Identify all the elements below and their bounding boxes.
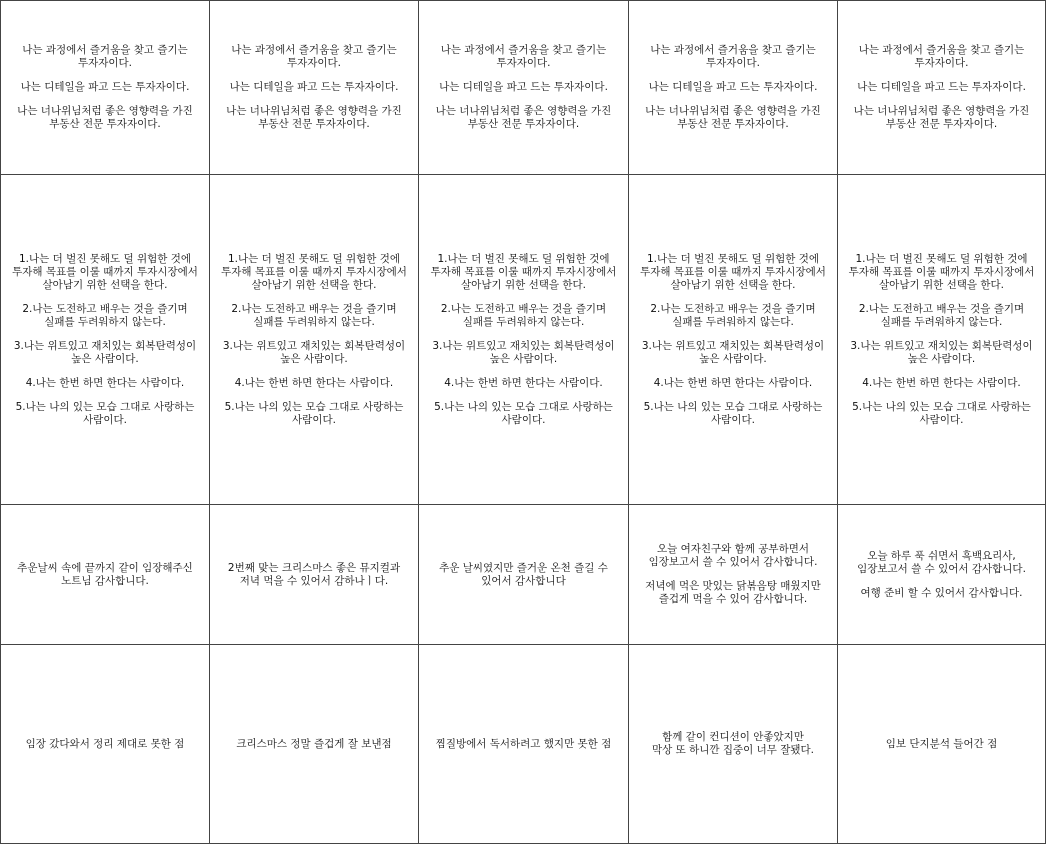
cell-paragraph: 3.나는 위트있고 재치있는 회복탄력성이 높은 사람이다. [850, 339, 1033, 365]
cell-paragraph: 3.나는 위트있고 재치있는 회복탄력성이 높은 사람이다. [222, 339, 406, 365]
grid-body [1, 1, 1046, 844]
cell-content [841, 550, 1042, 600]
cell-paragraph: 나는 디테일을 파고 드는 투자자이다. [439, 81, 608, 93]
table-cell [419, 645, 629, 844]
cell-content [841, 253, 1042, 427]
cell-paragraph: 1.나는 더 벌진 못해도 덜 위험한 것에 투자해 목표를 이룰 때까지 투자시장에서 살아남기 위한 선택을 한다. [12, 252, 198, 291]
table-cell [629, 175, 838, 505]
cell-paragraph: 2번째 맞는 크리스마스 좋은 뮤지컬과 저녁 먹을 수 있어서 감하나ㅣ다. [227, 561, 401, 587]
cell-content [632, 44, 834, 131]
cell-paragraph: 5.나는 나의 있는 모습 그대로 사랑하는 사람이다. [224, 400, 404, 426]
cell-paragraph: 나는 디테일을 파고 드는 투자자이다. [648, 81, 818, 93]
table-cell [419, 1, 629, 175]
gratitude-row [1, 505, 1046, 645]
table-cell [210, 175, 419, 505]
cell-paragraph: 5.나는 나의 있는 모습 그대로 사랑하는 사람이다. [434, 400, 613, 426]
cell-paragraph: 나는 너나위님처럼 좋은 영향력을 가진 부동산 전문 투자자이다. [645, 105, 821, 130]
cell-paragraph: 나는 디테일을 파고 드는 투자자이다. [20, 81, 190, 93]
cell-paragraph: 2.나는 도전하고 배우는 것을 즐기며 실패를 두려워하지 않는다. [858, 302, 1025, 328]
cell-paragraph: 2.나는 도전하고 배우는 것을 즐기며 실패를 두려워하지 않는다. [22, 302, 188, 328]
cell-content [422, 253, 625, 427]
table-cell [629, 505, 838, 645]
cell-paragraph: 나는 과정에서 즐거움을 찾고 즐기는 투자자이다. [231, 44, 397, 69]
cell-paragraph: 저녁에 먹은 맛있는 닭볶음탕 매웠지만 즐겁게 먹을 수 있어 감사합니다. [645, 580, 821, 605]
cell-paragraph: 함께 같이 컨디션이 안좋았지만 막상 또 하니깐 집중이 너무 잘됐다. [651, 731, 815, 756]
cell-paragraph: 5.나는 나의 있는 모습 그대로 사랑하는 사람이다. [643, 400, 823, 426]
cell-paragraph: 5.나는 나의 있는 모습 그대로 사랑하는 사람이다. [15, 400, 195, 426]
cell-paragraph: 나는 과정에서 즐거움을 찾고 즐기는 투자자이다. [858, 44, 1025, 69]
cell-paragraph: 4.나는 한번 하면 한다는 사람이다. [234, 376, 394, 389]
cell-paragraph: 4.나는 한번 하면 한다는 사람이다. [444, 376, 603, 389]
cell-paragraph: 1.나는 더 벌진 못해도 덜 위험한 것에 투자해 목표를 이룰 때까지 투자시장에서 살아남기 위한 선택을 한다. [221, 252, 407, 291]
cell-paragraph: 나는 과정에서 즐거움을 찾고 즐기는 투자자이다. [440, 44, 607, 69]
cell-paragraph: 오늘 여자친구와 함께 공부하면서 임장보고서 쓸 수 있어서 감사합니다. [648, 543, 818, 568]
table-cell [838, 505, 1046, 645]
cell-paragraph: 4.나는 한번 하면 한다는 사람이다. [653, 376, 813, 389]
cell-paragraph: 오늘 하루 푹 쉬면서 흑백요리사, 임장보고서 쓸 수 있어서 감사합니다. [857, 549, 1026, 575]
cell-content [422, 44, 625, 131]
cell-paragraph: 찜질방에서 독서하려고 했지만 못한 점 [435, 737, 612, 750]
cell-paragraph: 추운날씨 속에 끝까지 같이 임장해주신 노트님 감사합니다. [17, 561, 193, 587]
affirmation-row [1, 175, 1046, 505]
table-cell [419, 505, 629, 645]
vision-row [1, 1, 1046, 175]
cell-content [4, 44, 206, 131]
cell-paragraph: 크리스마스 정말 즐겁게 잘 보낸점 [236, 737, 392, 750]
cell-content [422, 562, 625, 588]
cell-content [4, 738, 206, 751]
cell-paragraph: 여행 준비 할 수 있어서 감사합니다. [860, 586, 1023, 599]
cell-paragraph: 3.나는 위트있고 재치있는 회복탄력성이 높은 사람이다. [13, 339, 197, 365]
cell-paragraph: 나는 과정에서 즐거움을 찾고 즐기는 투자자이다. [650, 44, 816, 69]
cell-paragraph: 임장 갔다와서 정리 제대로 못한 점 [25, 737, 185, 750]
cell-content [213, 253, 415, 427]
cell-paragraph: 나는 디테일을 파고 드는 투자자이다. [857, 81, 1026, 93]
cell-content [4, 253, 206, 427]
reflection-row [1, 645, 1046, 844]
cell-paragraph: 4.나는 한번 하면 한다는 사람이다. [25, 376, 185, 389]
cell-content [422, 738, 625, 751]
table-cell [838, 175, 1046, 505]
cell-content [841, 44, 1042, 131]
cell-content [841, 738, 1042, 751]
table-cell [838, 645, 1046, 844]
cell-paragraph: 나는 디테일을 파고 드는 투자자이다. [229, 81, 399, 93]
cell-content [632, 731, 834, 757]
table-cell [210, 1, 419, 175]
cell-content [213, 738, 415, 751]
cell-paragraph: 1.나는 더 벌진 못해도 덜 위험한 것에 투자해 목표를 이룰 때까지 투자시장에서 살아남기 위한 선택을 한다. [640, 252, 826, 291]
cell-paragraph: 1.나는 더 벌진 못해도 덜 위험한 것에 투자해 목표를 이룰 때까지 투자시장에서 살아남기 위한 선택을 한다. [430, 252, 617, 291]
cell-paragraph: 2.나는 도전하고 배우는 것을 즐기며 실패를 두려워하지 않는다. [650, 302, 816, 328]
cell-paragraph: 추운 날씨였지만 즐거운 온천 즐길 수 있어서 감사합니다 [439, 561, 608, 587]
table-cell [210, 645, 419, 844]
table-cell [1, 505, 210, 645]
table-cell [419, 175, 629, 505]
table-cell [838, 1, 1046, 175]
cell-paragraph: 3.나는 위트있고 재치있는 회복탄력성이 높은 사람이다. [432, 339, 615, 365]
table-cell [210, 505, 419, 645]
cell-paragraph: 나는 너나위님처럼 좋은 영향력을 가진 부동산 전문 투자자이다. [853, 105, 1030, 130]
cell-content [632, 253, 834, 427]
table-cell [1, 175, 210, 505]
cell-paragraph: 1.나는 더 벌진 못해도 덜 위험한 것에 투자해 목표를 이룰 때까지 투자시장에서 살아남기 위한 선택을 한다. [848, 252, 1035, 291]
cell-paragraph: 나는 너나위님처럼 좋은 영향력을 가진 부동산 전문 투자자이다. [435, 105, 612, 130]
cell-content [213, 562, 415, 588]
cell-content [213, 44, 415, 131]
cell-paragraph: 임보 단지분석 들어간 점 [885, 737, 998, 750]
table-cell [629, 645, 838, 844]
table-cell [1, 645, 210, 844]
cell-paragraph: 나는 과정에서 즐거움을 찾고 즐기는 투자자이다. [22, 44, 188, 69]
cell-content [4, 562, 206, 588]
cell-paragraph: 5.나는 나의 있는 모습 그대로 사랑하는 사람이다. [852, 400, 1031, 426]
table-cell [1, 1, 210, 175]
cell-paragraph: 3.나는 위트있고 재치있는 회복탄력성이 높은 사람이다. [641, 339, 825, 365]
table-cell [629, 1, 838, 175]
cell-paragraph: 나는 너나위님처럼 좋은 영향력을 가진 부동산 전문 투자자이다. [17, 105, 193, 130]
cell-paragraph: 나는 너나위님처럼 좋은 영향력을 가진 부동산 전문 투자자이다. [226, 105, 402, 130]
cell-paragraph: 4.나는 한번 하면 한다는 사람이다. [862, 376, 1021, 389]
cell-paragraph: 2.나는 도전하고 배우는 것을 즐기며 실패를 두려워하지 않는다. [440, 302, 607, 328]
cell-paragraph: 2.나는 도전하고 배우는 것을 즐기며 실패를 두려워하지 않는다. [231, 302, 397, 328]
cell-content [632, 543, 834, 606]
